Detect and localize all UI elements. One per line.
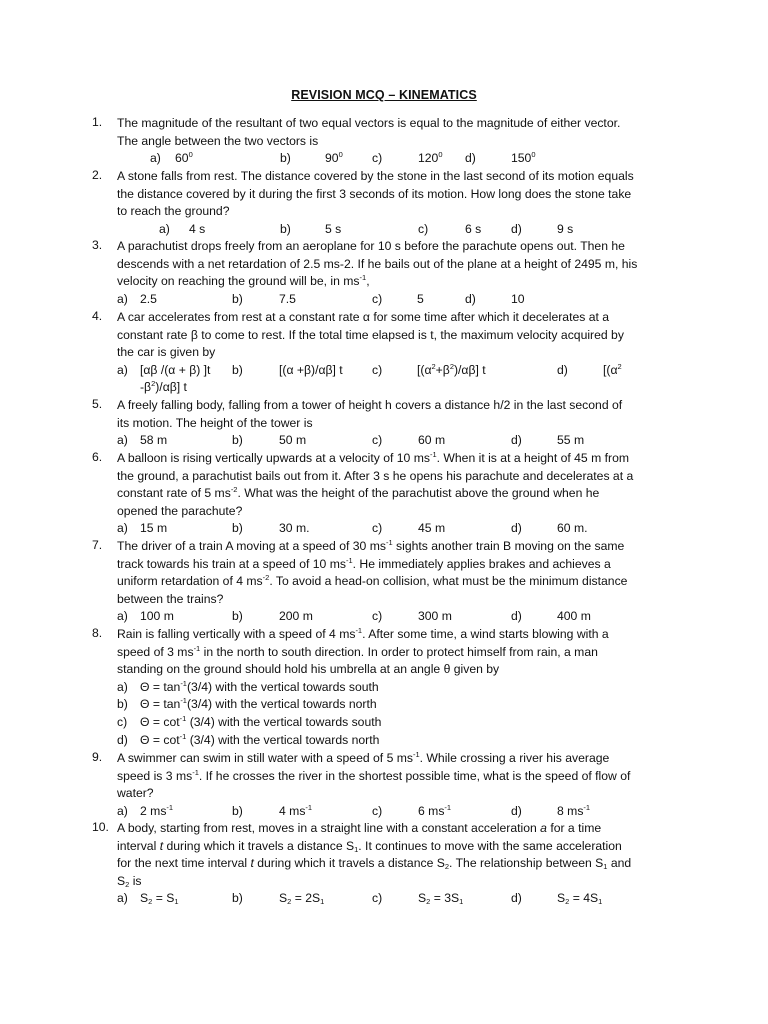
option-value: 4 $ms^{-1}$ [279,802,313,818]
option-label: a) [117,679,128,694]
option-label: a) [150,151,161,166]
option-value: 200 m [279,609,313,624]
option-value: 55 m [557,433,585,448]
option-value: $90^0$ [325,150,343,166]
option-value: $120^0$ [418,150,443,166]
question-text-line: its motion. The height of the tower is [117,415,313,430]
question-number: 5. [92,397,103,411]
option-label: d) [557,362,568,377]
question-text-line: standing on the ground should hold his umbrella at an angle θ given by [117,662,500,677]
question-number: 10. [92,820,109,834]
option-value: 7.5 [279,291,296,306]
option-label: b) [280,151,291,166]
option-value: $\Theta = \cot^{-1} (3/4)$ with the vertical towards north [140,731,380,747]
question-text-line: the distance covered by it during the first 3 seconds of its motion. How long does the stone take [117,186,632,201]
option-value: $\Theta = \tan^{-1}(3/4)$ with the vertical towards south [140,678,379,694]
option-label: d) [511,609,522,624]
option-label: c) [372,891,383,906]
option-value: $\Theta = \cot^{-1} (3/4)$ with the vertical towards south [140,714,382,729]
option-label: a) [117,433,128,448]
option-value: 5 s [325,221,342,236]
option-value: $S_2 = 2S_1$ [279,891,325,907]
page-title: REVISION MCQ – KINEMATICS [291,88,477,102]
option-value: 9 s [557,221,574,236]
question-text-line: constant rate β to come to rest. If the total time elapsed is t, the maximum velocity acquired by [117,327,624,342]
option-value: 6 s [465,221,482,236]
option-value: [αβ /(α + β) ]t [140,362,211,377]
option-label: d) [511,433,522,448]
option-value: 30 m. [279,521,310,536]
option-value: $S_2 = 4S_1$ [557,891,603,907]
option-label: c) [372,803,383,818]
question-text-line: Rain is falling vertically with a speed of 4 $ms^{-1}$. After some time, a wind starts blowing with a [117,626,609,641]
question-text-line: A body, starting from rest, moves in a straight line with a constant acceleration a for a time [117,821,602,835]
question-text-line: $S_2$ is [117,873,142,889]
option-value: $[(\alpha^2+\beta^2)/\alpha\beta]$ t [417,361,486,377]
question-number: 9. [92,750,103,764]
option-label: c) [372,291,383,306]
question-number: 4. [92,309,103,323]
option-value: 45 m [418,521,446,536]
option-value-continued: $-\beta^2)/\alpha\beta$] t [140,379,187,395]
option-value: 58 m [140,433,168,448]
option-value: $S_2 = 3S_1$ [418,891,464,907]
option-value: 60 m [418,433,446,448]
option-label: b) [117,697,128,712]
option-value: 4 s [189,221,206,236]
question-number: 8. [92,626,103,640]
option-value: 15 m [140,521,168,536]
question-text-line: A balloon is rising vertically upwards at a velocity of 10 $ms^{-1}$. When it is at a height of 45 m from [117,450,630,465]
option-value: 6 $ms^{-1}$ [418,802,452,818]
option-value: 8 $ms^{-1}$ [557,802,591,818]
option-value: 60 m. [557,521,588,536]
question-text-line: The magnitude of the resultant of two equal vectors is equal to the magnitude of either vector. [117,116,621,130]
question-number: 2. [92,168,103,182]
option-value: $150^0$ [511,150,536,166]
question-number: 1. [92,115,103,129]
option-value: $60^0$ [175,150,193,166]
option-label: c) [372,433,383,448]
option-value: $\Theta = \tan^{-1}(3/4)$ with the vertical towards north [140,696,377,712]
option-value: 50 m [279,433,307,448]
question-text-line: between the trains? [117,591,224,606]
option-value: 2 $ms^{-1}$ [140,802,174,818]
question-text-line: A parachutist drops freely from an aeroplane for 10 s before the parachute opens out. Then he [117,239,625,253]
option-value: 10 [511,291,525,306]
question-text-line: the ground, a parachutist bails out from it. After 3 s he opens his parachute and decelerates at a [117,468,634,483]
option-label: d) [511,221,522,236]
question-text-line: descends with a net retardation of 2.5 ms-2. If he bails out of the plane at a height of 2495 m, his [117,256,638,271]
option-label: b) [232,803,243,818]
question-text-line: uniform retardation of 4 $ms^{-2}$. To avoid a head-on collision, what must be the minimum distance [117,573,628,589]
option-label: c) [372,609,383,624]
option-label: b) [232,891,243,906]
option-value: 5 [417,291,424,306]
option-value: 400 m [557,609,591,624]
option-label: a) [117,891,128,906]
question-text-line: speed of 3 $ms^{-1}$ in the north to south direction. In order to protect himself from rain, a man [117,643,598,659]
option-label: a) [117,291,128,306]
option-label: d) [117,732,128,747]
option-label: c) [418,221,429,236]
question-text-line: A car accelerates from rest at a constant rate α for some time after which it decelerates at a [117,310,610,324]
option-label: c) [117,715,128,729]
option-label: b) [232,362,243,377]
question-text-line: A stone falls from rest. The distance covered by the stone in the last second of its motion equals [117,169,634,183]
question-text-line: constant rate of 5 $ms^{-2}$. What was the height of the parachutist above the ground when he [117,485,600,501]
question-text-line: A swimmer can swim in still water with a speed of 5 $ms^{-1}$. While crossing a river his average [117,750,610,765]
option-label: d) [511,891,522,906]
option-value: $S_2 = S_1$ [140,891,179,907]
option-value: 300 m [418,609,452,624]
option-label: c) [372,362,383,377]
option-label: b) [280,221,291,236]
option-label: c) [372,151,383,166]
question-text-line: A freely falling body, falling from a tower of height h covers a distance h/2 in the last second of [117,398,623,412]
question-number: 3. [92,238,103,252]
option-label: a) [117,803,128,818]
question-text-line: track towards his train at a speed of 10 $ms^{-1}$. He immediately applies brakes and achieves a [117,555,611,571]
question-text-line: to reach the ground? [117,204,230,219]
question-text-line: opened the parachute? [117,503,243,518]
question-text-line: speed is 3 $ms^{-1}$. If he crosses the river in the shortest possible time, what is the speed of flow of [117,767,631,783]
option-label: d) [465,151,476,166]
question-text-line: The angle between the two vectors is [117,133,319,148]
question-text-line: interval t during which it travels a distance $S_1$. It continues to move with the same acceleration [117,838,622,854]
option-label: b) [232,609,243,624]
option-label: a) [117,609,128,624]
question-text-line: the car is given by [117,345,216,360]
question-text-line: for the next time interval t during which it travels a distance $S_2$. The relationship between $S_1$ and [117,856,632,872]
option-label: a) [159,221,170,236]
question-number: 7. [92,538,103,552]
option-value: [($\alpha^2$ [603,361,622,377]
question-text-line: water? [117,786,154,801]
question-text-line: velocity on reaching the ground will be, in $ms^{-1}$, [117,273,370,289]
option-label: c) [372,521,383,536]
question-number: 6. [92,450,103,464]
option-value: 100 m [140,609,174,624]
option-label: b) [232,521,243,536]
option-label: b) [232,433,243,448]
option-label: d) [511,521,522,536]
option-label: a) [117,362,128,377]
option-label: d) [465,291,476,306]
question-text-line: The driver of a train A moving at a speed of 30 $ms^{-1}$ sights another train B moving on the same [117,538,625,553]
option-value: 2.5 [140,291,157,306]
option-label: b) [232,291,243,306]
option-label: a) [117,521,128,536]
option-label: d) [511,803,522,818]
option-value: [(α +β)/αβ] t [279,362,343,377]
